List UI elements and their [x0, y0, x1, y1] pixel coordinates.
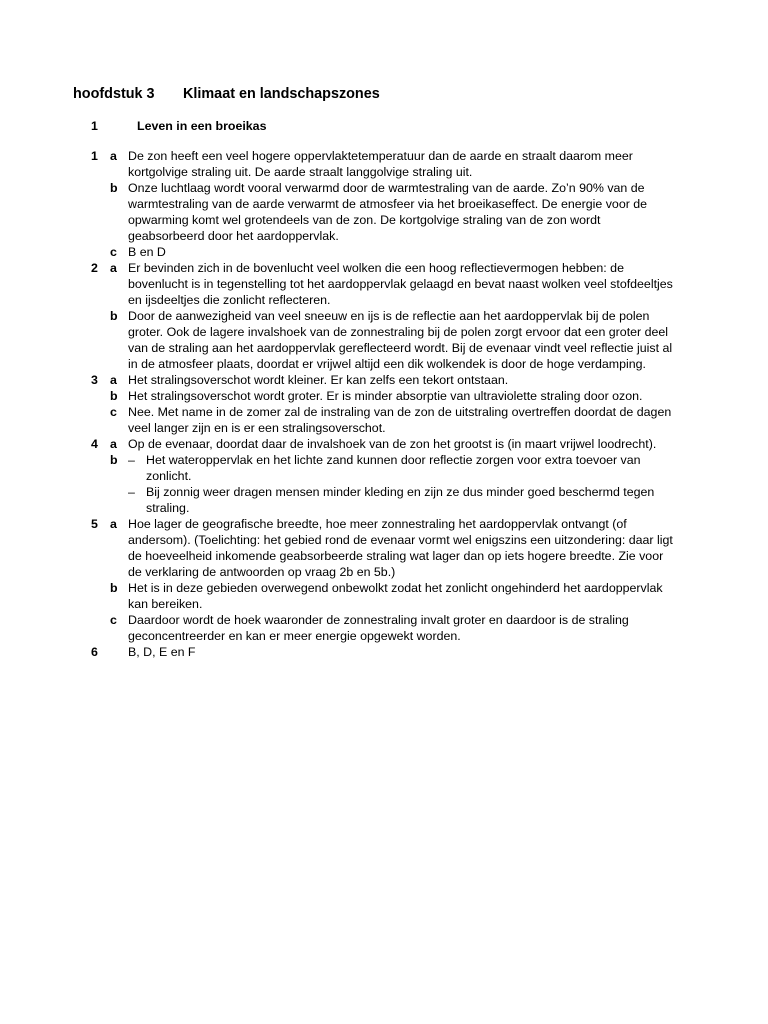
- answer-letter: c: [110, 405, 117, 419]
- answer-3c: [0, 404, 768, 436]
- question-number: 3: [91, 373, 98, 387]
- answer-2b: [0, 308, 768, 372]
- bullet-item: [128, 484, 680, 516]
- question-number: 4: [91, 437, 98, 451]
- answer-text: Hoe lager de geografische breedte, hoe meer zonnestraling het aardoppervlak ontvangt (of andersom). (Toelichting: het gebied rond de evenaar vormt wel enigszins een uitzondering: daar ligt de hoeveelheid inkomende geabsorbeerde straling wat lager dan op iets hogere breedte. Zie voor de verklaring de antwoorden op vraag 2b en 5b.): [128, 517, 673, 579]
- answer-1a: [0, 148, 768, 180]
- answer-text: Het is in deze gebieden overwegend onbewolkt zodat het zonlicht ongehinderd het aardoppervlak kan bereiken.: [128, 581, 663, 611]
- answer-letter: a: [110, 373, 117, 387]
- answer-text: B, D, E en F: [128, 645, 196, 659]
- answer-5c: [0, 612, 768, 644]
- answer-1c: [0, 244, 768, 260]
- dash-marker: –: [128, 453, 135, 467]
- chapter-number: hoofdstuk 3: [73, 86, 155, 102]
- answer-letter: a: [110, 517, 117, 531]
- answer-letter: b: [110, 389, 118, 403]
- answer-letter: a: [110, 437, 117, 451]
- section-heading: [91, 118, 266, 134]
- answer-4a: [0, 436, 768, 452]
- section-title: Leven in een broeikas: [137, 119, 267, 133]
- answer-text: Nee. Met name in de zomer zal de instraling van de zon de uitstraling overtreffen doordat de dagen veel langer zijn en is er een stralingsoverschot.: [128, 405, 672, 435]
- answer-text: Op de evenaar, doordat daar de invalshoek van de zon het grootst is (in maart vrijwel loodrecht).: [128, 437, 657, 451]
- answer-letter: b: [110, 309, 118, 323]
- answer-letter: a: [110, 261, 117, 275]
- answer-letter: b: [110, 581, 118, 595]
- answer-list: [0, 148, 768, 660]
- answer-letter: b: [110, 181, 118, 195]
- answer-3b: [0, 388, 768, 404]
- chapter-heading: [73, 85, 380, 103]
- answer-4b: [0, 452, 768, 516]
- answer-2a: [0, 260, 768, 308]
- answer-letter: a: [110, 149, 117, 163]
- answer-letter: b: [110, 453, 118, 467]
- question-number: 1: [91, 149, 98, 163]
- answer-text: De zon heeft een veel hogere oppervlaktetemperatuur dan de aarde en straalt daarom meer kortgolvige straling uit. De aarde straalt langgolvige straling uit.: [128, 149, 633, 179]
- answer-5a: [0, 516, 768, 580]
- bullet-text: Bij zonnig weer dragen mensen minder kleding en zijn ze dus minder goed beschermd tegen straling.: [146, 485, 655, 515]
- answer-6: [0, 644, 768, 660]
- dash-marker: –: [128, 485, 135, 499]
- answer-text: Het stralingsoverschot wordt kleiner. Er kan zelfs een tekort ontstaan.: [128, 373, 509, 387]
- answer-5b: [0, 580, 768, 612]
- answer-text: B en D: [128, 245, 166, 259]
- answer-text: Het stralingsoverschot wordt groter. Er is minder absorptie van ultraviolette straling door ozon.: [128, 389, 643, 403]
- section-number: 1: [91, 119, 98, 133]
- answer-text: Daardoor wordt de hoek waaronder de zonnestraling invalt groter en daardoor is de straling geconcentreerder en kan er meer energie opgewekt worden.: [128, 613, 629, 643]
- answer-3a: [0, 372, 768, 388]
- answer-text: Onze luchtlaag wordt vooral verwarmd door de warmtestraling van de aarde. Zo’n 90% van de warmtestraling van de aarde verwarmt de atmosfeer via het broeikaseffect. De energie voor de opwarming komt wel grotendeels van de zon. De kortgolvige straling van de zon wordt geabsorbeerd door het aardoppervlak.: [128, 181, 648, 243]
- answer-letter: c: [110, 245, 117, 259]
- bullet-text: Het wateroppervlak en het lichte zand kunnen door reflectie zorgen voor extra toevoer van zonlicht.: [146, 453, 641, 483]
- bullet-item: [128, 452, 680, 484]
- question-number: 5: [91, 517, 98, 531]
- answer-text: Door de aanwezigheid van veel sneeuw en ijs is de reflectie aan het aardoppervlak bij de polen groter. Ook de lagere invalshoek van de zonnestraling bij de polen zorgt ervoor dat een groter deel van de straling aan het aardoppervlak gereflecteerd wordt. Bij de evenaar vindt veel reflectie juist al in de atmosfeer plaats, doordat er vrijwel altijd een dik wolkendek is door de hoge verdamping.: [128, 309, 673, 371]
- answer-letter: c: [110, 613, 117, 627]
- question-number: 2: [91, 261, 98, 275]
- question-number: 6: [91, 645, 98, 659]
- answer-1b: [0, 180, 768, 244]
- chapter-title: Klimaat en landschapszones: [183, 86, 380, 102]
- answer-text: Er bevinden zich in de bovenlucht veel wolken die een hoog reflectievermogen hebben: de bovenlucht is in tegenstelling tot het aardoppervlak gelaagd en bevat naast wolken veel stofdeeltjes en ijsdeeltjes die zonlicht reflecteren.: [128, 261, 673, 307]
